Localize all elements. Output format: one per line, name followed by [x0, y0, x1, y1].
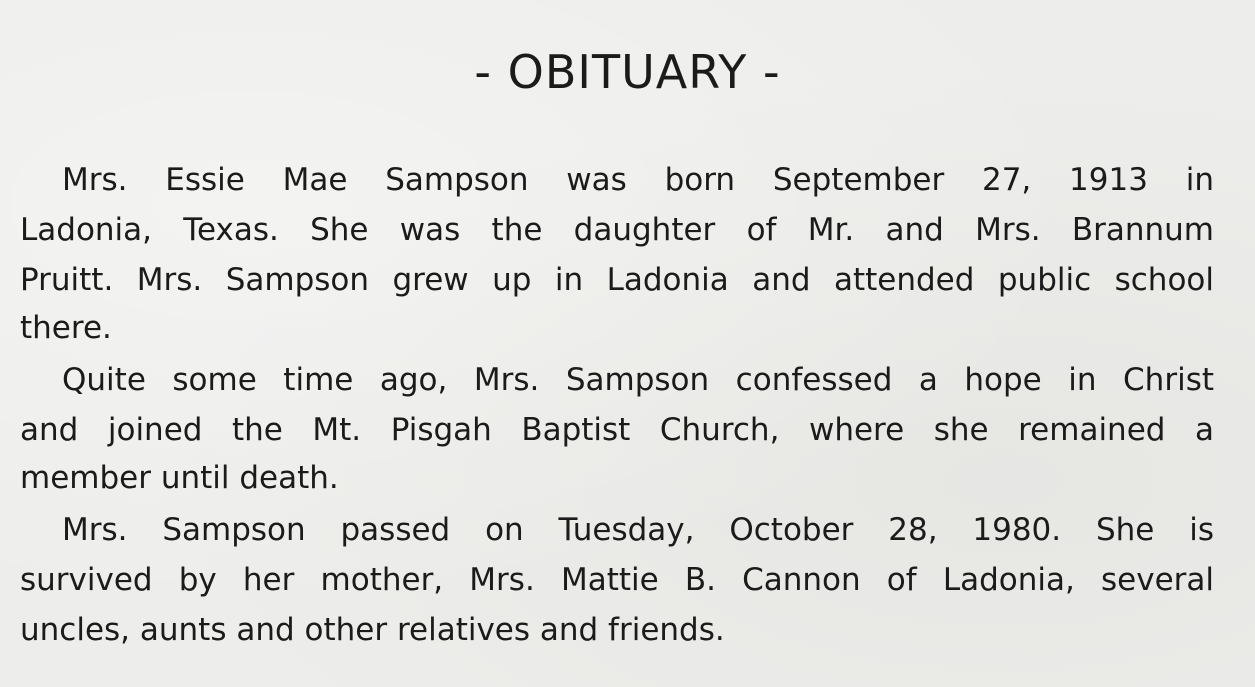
page-title: - OBITUARY -: [474, 45, 781, 99]
paragraph-2-line-1: Quite some time ago, Mrs. Sampson confessed a hope in Christ: [62, 362, 1214, 398]
paragraph-3-line-3: uncles, aunts and other relatives and friends.: [20, 612, 725, 648]
paragraph-3-line-2: survived by her mother, Mrs. Mattie B. Cannon of Ladonia, several: [20, 562, 1214, 598]
paragraph-3-line-1: Mrs. Sampson passed on Tuesday, October 28, 1980. She is: [62, 512, 1214, 548]
paragraph-1-line-3: Pruitt. Mrs. Sampson grew up in Ladonia and attended public school: [20, 262, 1214, 298]
paragraph-1-line-1: Mrs. Essie Mae Sampson was born September 27, 1913 in: [62, 162, 1214, 198]
paragraph-1-line-2: Ladonia, Texas. She was the daughter of Mr. and Mrs. Brannum: [20, 212, 1214, 248]
paragraph-1-line-4: there.: [20, 310, 112, 346]
paragraph-2-line-3: member until death.: [20, 460, 339, 496]
paragraph-2-line-2: and joined the Mt. Pisgah Baptist Church, where she remained a: [20, 412, 1214, 448]
